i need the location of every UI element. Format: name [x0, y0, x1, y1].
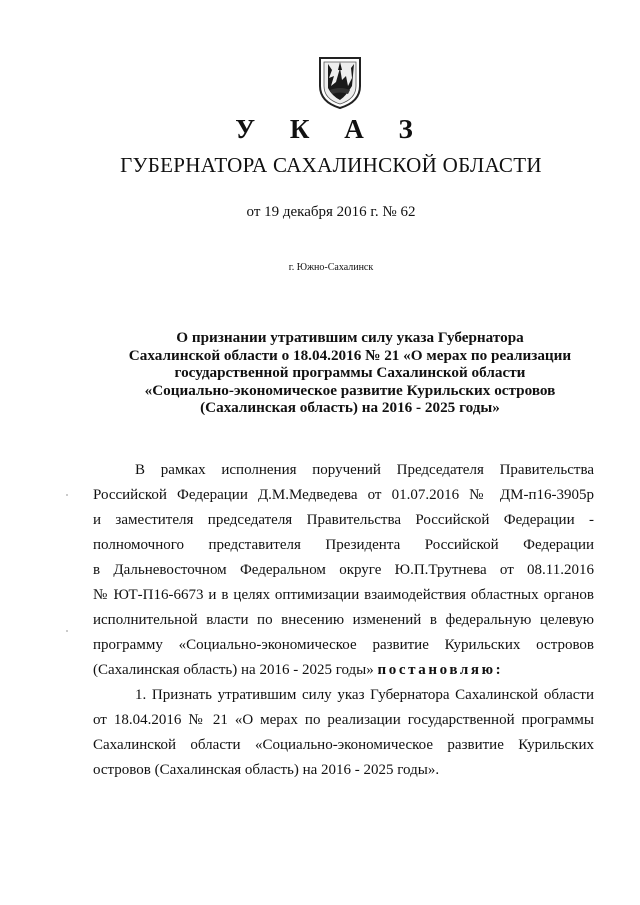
- decree-word: постановляю:: [377, 662, 504, 678]
- heading-line: О признании утратившим силу указа Губернатора: [176, 329, 524, 346]
- decree-heading: [120, 329, 580, 417]
- heading-line: (Сахалинская область) на 2016 - 2025 годы»: [200, 399, 500, 417]
- heading-line: Сахалинской области о 18.04.2016 № 21 «О мерах по реализации: [128, 346, 572, 364]
- body-line: исполнительной власти по внесению изменений в федеральную целевую: [93, 612, 594, 628]
- paragraph-item-1: [93, 683, 594, 783]
- document-subtitle: ГУБЕРНАТОРА САХАЛИНСКОЙ ОБЛАСТИ: [120, 153, 542, 177]
- body-line: от 18.04.2016 № 21 «О мерах по реализации государственной программы: [93, 712, 594, 728]
- scan-speck: [66, 630, 68, 632]
- paragraph-preamble: [93, 458, 594, 683]
- body-line: Сахалинской области «Социально-экономическое развитие Курильских: [93, 737, 594, 753]
- decree-date-number: от 19 декабря 2016 г. № 62: [246, 204, 416, 220]
- heading-line: «Социально-экономическое развитие Курильских островов: [144, 381, 556, 399]
- body-line: № ЮТ-П16-6673 и в целях оптимизации взаимодействия областных органов: [93, 587, 594, 603]
- body-line: и заместителя председателя Правительства Российской Федерации -: [93, 512, 594, 528]
- coat-of-arms-icon: [318, 56, 362, 110]
- body-line: островов (Сахалинская область) на 2016 - 2025 годы».: [93, 762, 440, 778]
- body-line: 1. Признать утратившим силу указ Губернатора Сахалинской области: [135, 687, 594, 703]
- document-title: У К А З: [235, 114, 427, 144]
- decree-body: [93, 458, 594, 783]
- body-line: полномочного представителя Президента Российской Федерации: [93, 537, 594, 553]
- body-line: Российской Федерации Д.М.Медведева от 01.07.2016 № ДМ-п16-3905р: [93, 487, 594, 503]
- body-line: в Дальневосточном Федеральном округе Ю.П.Трутнева от 08.11.2016: [93, 562, 594, 578]
- body-line-text: (Сахалинская область) на 2016 - 2025 годы»: [93, 662, 374, 678]
- body-line: В рамках исполнения поручений Председателя Правительства: [135, 462, 594, 478]
- heading-line: государственной программы Сахалинской области: [174, 364, 526, 382]
- issue-city: г. Южно-Сахалинск: [288, 262, 374, 273]
- body-line: программу «Социально-экономическое развитие Курильских островов: [93, 637, 594, 653]
- body-line: [93, 658, 594, 683]
- scan-speck: [66, 494, 68, 496]
